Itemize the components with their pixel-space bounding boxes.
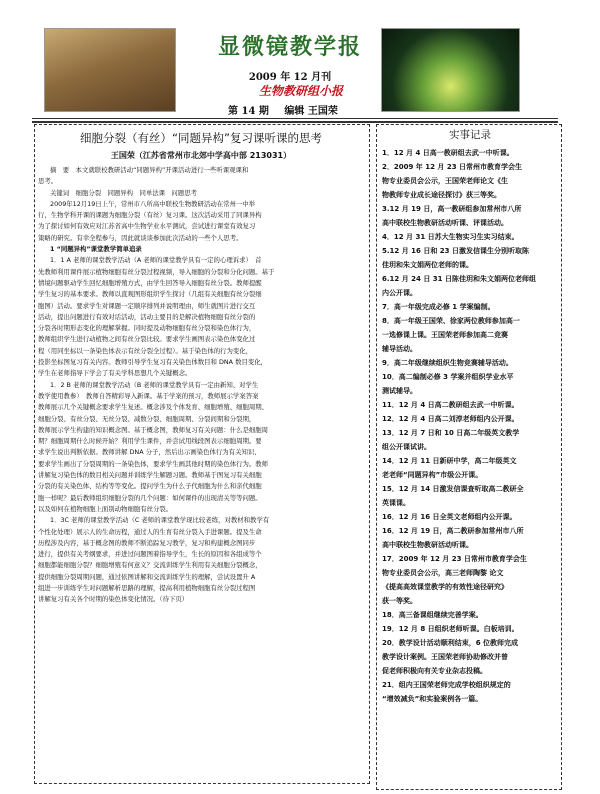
- event-line: 14．12 月 11 日新研中学，高二年级英文: [382, 457, 517, 465]
- event-line: 10．高二编制必修 3 学案并组织学业水平: [382, 373, 514, 381]
- article-line: 讲解复习有关各个时期的染色体变化情况。（待下页）: [38, 595, 189, 604]
- article-line: 细胞都能细胞分裂？细胞增殖有何意义？交流训练学生利用有关细胞分裂概念，: [38, 561, 262, 570]
- event-line: 13．12 月 7 日和 10 日高二年级英文教学: [382, 429, 520, 437]
- article-line: 1．2 B 老师的课堂教学活动（B 老师的课堂教学具有一定由新知、对学生: [50, 380, 259, 389]
- event-line: 组公开课试讲。: [382, 443, 431, 451]
- article-line: 期？细胞周期什么时候开始？利用学生课件，并尝试用线段图表示细胞周期。要: [38, 437, 262, 446]
- event-line: 物教师专业成长途径探讨》获三等奖。: [382, 191, 501, 199]
- article-line: 胞一样呢？最后教师组织细胞分裂的几个问题：如何课件的出现清关等等问题。: [38, 493, 262, 502]
- article-line: 行，生物学科开课的课题为细胞分裂（有丝）复习课。这次活动采用了同课异构: [38, 211, 262, 220]
- article-line: 程（用同坐标以一条染色体表示有丝分裂全过程）。基于染色体的行为变化，: [38, 346, 253, 355]
- event-line: 3.12 月 19 日，高一教研组参加常州市八所: [382, 205, 522, 213]
- article-line: 学生复习的基本要求。教师以直观图形组织学生探讨（几组有关细胞有丝分裂细: [38, 290, 262, 299]
- group-name: 生物教研组小报: [258, 84, 343, 98]
- event-line: 一选修课上课。王国荣老师参加高二竞赛: [382, 331, 508, 339]
- event-line: 16．12 月 19 日，高二教研参加常州市八所: [382, 527, 524, 535]
- header-rule: [32, 118, 558, 119]
- event-line: 17．2009 年 12 月 23 日常州市教育学会生: [382, 555, 527, 563]
- editor-name: 编辑 王国荣: [284, 106, 338, 117]
- article-line: 摘 要 本文就联校教研活动“同题异构”开课活动进行一些听课观课和: [50, 166, 249, 174]
- event-line: 16．12 月 16 日全英文老师组内公开课。: [382, 513, 517, 521]
- article-line: 策略的研究。有幸全程参与，因此就谈谈参加此次活动的一些个人思考。: [38, 233, 243, 242]
- event-line: “增效减负”和实验案例各一篇。: [382, 695, 483, 703]
- article-line: 思考。: [38, 177, 58, 186]
- event-line: 18．高三备课组继续完善学案。: [382, 611, 483, 619]
- article-line: 分裂各时期形态变化的理解掌握。同时提及动物细胞有丝分裂和染色体行为，: [38, 324, 256, 333]
- event-line: 12．12 月 4 日高二刘淳老师组内公开课。: [382, 415, 519, 423]
- article-line: 关键词 细胞分裂 同题异构 同单法课 问题思考: [50, 188, 197, 197]
- event-line: 2．2009 年 12 月 23 日常州市教育学会生: [382, 163, 523, 171]
- article-line: 1．3C 老师的课堂教学活动（C 老师的课堂教学现比较老练，对教材和教学有: [50, 516, 270, 525]
- article-title: 细胞分裂（有丝）“同题异构”复习课听课的思考: [80, 131, 322, 145]
- issue-info: [228, 102, 388, 117]
- event-line: 内公开课。: [382, 289, 417, 297]
- event-line: 21．组内王国荣老师完成学校组织规定的: [382, 681, 511, 689]
- event-line: 8．高一年级王国荣、徐家两位教师参加高一: [382, 317, 520, 325]
- article-line: 教学使用教参） 教师自答精彩导入新课。基于学案的预习，教师展示学案答案: [38, 391, 259, 400]
- article-author: 王国荣（江苏省常州市北郊中学高中部 213031）: [110, 151, 292, 160]
- event-line: 高中联校生物教研活动听课。: [382, 541, 473, 549]
- header-image-right: [381, 28, 520, 112]
- article-line: 细胞分裂、有丝分裂、无丝分裂、减数分裂、细胞周期、分裂间期和分裂期，: [38, 414, 256, 423]
- event-line: 15．12 月 14 日激发信课查听取高二教研全: [382, 485, 524, 493]
- article-line: 先教师利用课件展示植物细胞有丝分裂过程视频，导入细胞的分裂和分化问题。基于: [38, 267, 275, 276]
- article-line: 为了探讨如何有效应对江苏省高中生物学业水平测试，尝试进行课堂有效复习: [38, 222, 256, 231]
- issue-month: 2009 年 12 月刊: [248, 72, 332, 83]
- event-line: 获一等奖。: [382, 597, 417, 605]
- article-line: 2009年12月19日上午，常州市八所高中联校生物教研活动在常州一中举: [50, 199, 256, 208]
- event-line: 英课课。: [382, 499, 410, 507]
- event-line: 高中联校生物教研活动听课、评课活动。: [382, 219, 508, 227]
- article-line: 教师组织学生进行动植物之间有丝分裂比较。要求学生画图表示染色体变化过: [38, 335, 256, 344]
- event-line: 7．高一年级完成必修 1 学案编制。: [382, 303, 495, 311]
- article-line: 求学生说出判断依据。教师讲解 DNA 分子，然后出示画染色体行为有关知识、: [38, 448, 261, 457]
- event-line: 5.12 月 16 日和 23 日激发信课生分别听取陈: [382, 247, 529, 255]
- article-line: 投影坐标图复习有关内容。教师引导学生复习有关染色体数目和 DNA 数目变化，: [38, 358, 268, 367]
- event-line: 物专业委员会公示，王国荣老师论文《生: [382, 177, 508, 185]
- article-line: 进行，提供有关考纲要求，并进过问题图着指导学生，生长的原因和各组成等个: [38, 550, 262, 559]
- article-line: 胞图）活动。要求学生对课题一定顺序排列并说明理由，师生就图片进行交互: [38, 301, 256, 310]
- event-line: 19．12 月 8 日组织老师听课。白板培训。: [382, 625, 519, 633]
- event-line: 老老师“同题异构”市级公开课。: [382, 471, 483, 479]
- article-line: 活动，提出问题进行有效对话活动，活动主要目的是解决植物细胞有丝分裂的: [38, 312, 256, 321]
- event-line: 物专业委员会公示，高三老师陶黎 论文: [382, 569, 504, 577]
- event-line: 佳玥和朱文娟两位老师的课。: [382, 261, 473, 269]
- article-line: 讲解复习染色体的数目相关问题并训练学生解题习题。教师基于图复习有关细胞: [38, 471, 262, 480]
- events-list: [382, 146, 558, 706]
- events-panel: [382, 127, 558, 706]
- article-line: 历程涉及内容，基于概念图的教师不断追踪复习教学，复习和构建概念图同步: [38, 538, 256, 547]
- article-line: 分裂的有关染色体、结构等等变化。提问学生为什么子代细胞为什么和亲代细胞: [38, 482, 262, 491]
- event-line: 6.12 月 24 日 31 日陈佳玥和朱文娟两位老师组: [382, 275, 536, 283]
- article-line: 教师展示几个关键概念要求学生复述。概念涉及个体发育、细胞增殖、细胞周期、: [38, 403, 269, 412]
- event-line: 11．12 月 4 日高二教研组去武一中听课。: [382, 401, 519, 409]
- event-line: 辅导活动。: [382, 345, 417, 353]
- events-title: 实事记录: [449, 129, 491, 141]
- article-line: 以及如何在植物细胞上面别动物细胞有丝分裂。: [38, 504, 173, 513]
- event-line: 9．高二年级继续组织生物竞赛辅导活动。: [382, 359, 513, 367]
- event-line: 教学设计案例。王国荣老师协助修改并曾: [382, 653, 508, 661]
- article-line: 教师展示学生构建的知识概念图。基于概念图，教师复习有关问题：什么是细胞周: [38, 425, 269, 434]
- issue-number: 第 14 期: [228, 106, 269, 117]
- article: [38, 128, 364, 606]
- article-line: 1 “同题异构”课堂教学简单追录: [50, 245, 142, 254]
- event-line: 20．教学设计活动顺利结束，6 位教师完成: [382, 639, 519, 647]
- event-line: 《提高高效课堂教学的有效性途径研究》: [382, 583, 508, 591]
- article-line: 学生在老师指导下学会了有关学科思想几个关键概念。: [38, 369, 192, 378]
- article-line: 提供细胞分裂周期问题，通过依图讲解和交流训练学生的理解，尝试设置升 A: [38, 572, 256, 581]
- article-body: [38, 165, 364, 606]
- masthead-title: 显微镜教学报: [217, 34, 362, 60]
- header-rule-thick: [32, 121, 558, 123]
- article-line: 组进一步训练学生对问题解析思路的理解，提高利用植物细胞有丝分裂过程图: [38, 583, 256, 592]
- article-line: 要求学生画出了分裂周期的一条染色体，要求学生画其他时期的染色体行为。教师: [38, 459, 269, 468]
- event-line: 4．12 月 31 日苏大生物实习生实习结束。: [382, 233, 519, 241]
- event-line: 促老师积极向有关专业杂志投稿。: [382, 667, 487, 675]
- event-line: 1．12 月 4 日高一教研组去武一中听课。: [382, 149, 514, 157]
- article-line: 1．1 A 老师的课堂教学活动（A 老师的课堂教学具有一定的心理诉求） 首: [50, 256, 262, 265]
- article-line: 情境问题驱动学生回忆细胞增殖方式，由学生回答导入细胞有丝分裂。教师提醒: [38, 278, 262, 287]
- event-line: 测试辅导。: [382, 387, 417, 395]
- header-image-left: [44, 28, 176, 112]
- article-line: 个性化处理）展示人的生命历程，通过人的生育有丝分裂入手进课题。提及生命: [38, 527, 262, 536]
